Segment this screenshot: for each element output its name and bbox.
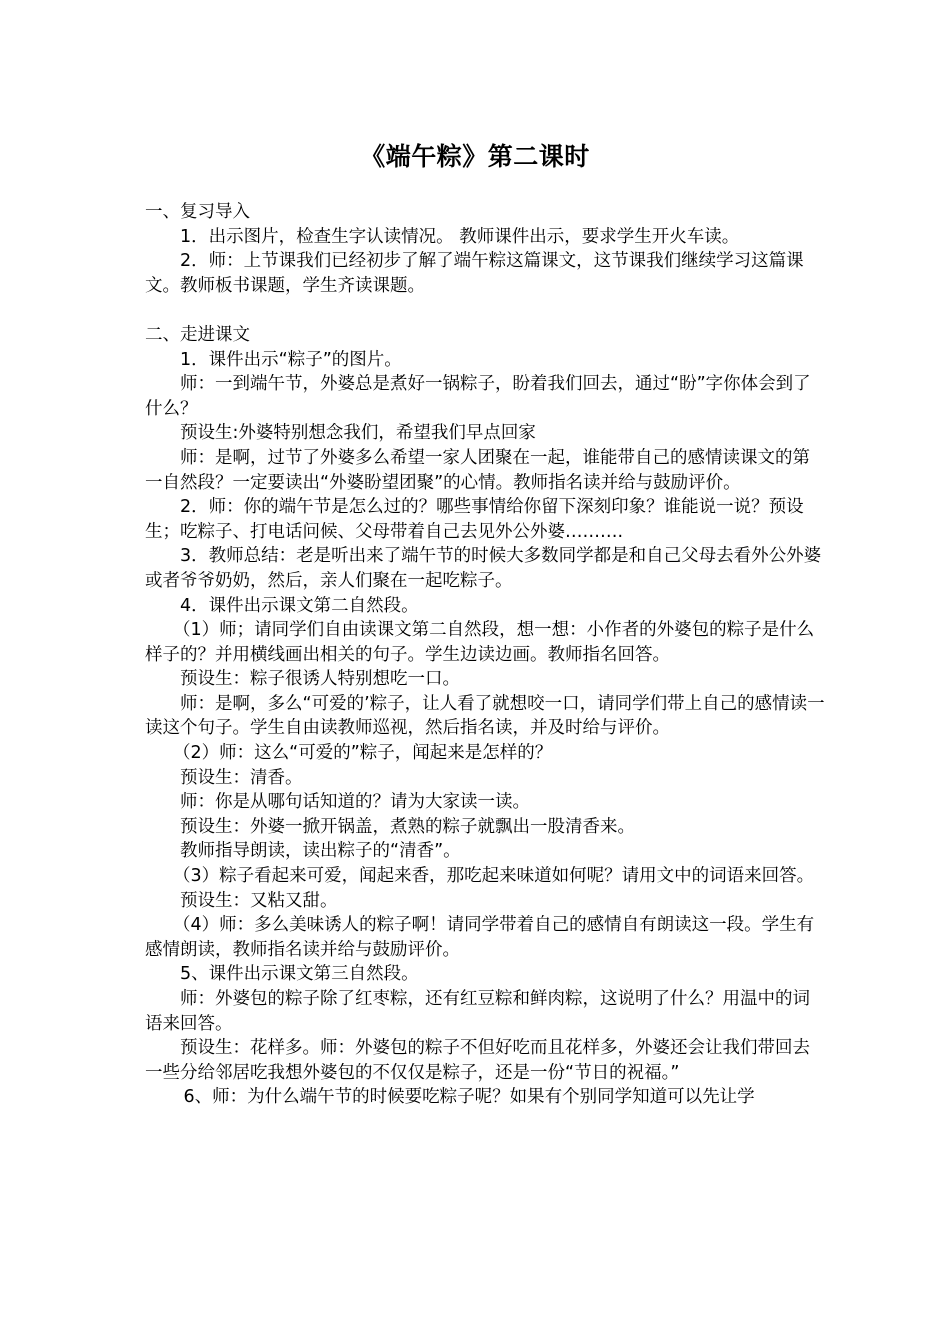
paragraph: 师：一到端午节，外婆总是煮好一锅粽子，盼着我们回去，通过“盼”字你体会到了什么？ — [145, 374, 811, 419]
paragraph: 2．师：上节课我们已经初步了解了端午粽这篇课文，这节课我们继续学习这篇课文。教师板书课题，学生齐读课题。 — [145, 251, 804, 296]
paragraph: 预设生：外婆一掀开锅盖，煮熟的粽子就飘出一股清香来。 — [180, 816, 635, 837]
paragraph: 师：外婆包的粽子除了红枣粽，还有红豆粽和鲜肉粽，这说明了什么？用温中的词语来回答。 — [145, 989, 810, 1034]
paragraph: 教师指导朗读，读出粽子的“清香”。 — [180, 841, 461, 862]
paragraph: （3）粽子看起来可爱，闻起来香，那吃起来味道如何呢？请用文中的词语来回答。 — [173, 866, 815, 887]
paragraph: 师：是啊，过节了外婆多么希望一家人团聚在一起，谁能带自己的感情读课文的第一自然段？一定要读出“外婆盼望团聚”的心情。教师指名读并给与鼓励评价。 — [145, 447, 810, 493]
paragraph: 预设生：又粘又甜。 — [180, 890, 338, 911]
paragraph: 预设生:外婆特别想念我们，希望我们早点回家 — [180, 423, 536, 444]
paragraph: 6、师：为什么端午节的时候要吃粽子呢？如果有个别同学知道可以先让学 — [183, 1087, 755, 1108]
paragraph: 师：是啊，多么“可爱的’粽子，让人看了就想咬一口，请同学们带上自己的感情读一读这个句子。学生自由读教师巡视，然后指名读，并及时给与评价。 — [145, 693, 825, 739]
section-heading-text: 二、走进课文 — [145, 324, 250, 345]
paragraph: （1）师；请同学们自由读课文第二自然段，想一想：小作者的外婆包的粽子是什么样子的？并用横线画出相关的句子。学生边读边画。教师指名回答。 — [145, 620, 815, 665]
paragraph: 预设生：清香。 — [180, 767, 303, 788]
paragraph: （2）师：这么“可爱的”粽子，闻起来是怎样的？ — [173, 743, 553, 764]
spacer — [145, 298, 825, 323]
document-title: 《端午粽》第二课时 — [360, 142, 590, 171]
paragraph: 1．课件出示“粽子”的图片。 — [180, 349, 402, 370]
paragraph: 师：你是从哪句话知道的？请为大家读一读。 — [180, 792, 530, 813]
paragraph: 2．师：你的端午节是怎么过的？哪些事情给你留下深刻印象？谁能说一说？预设生；吃粽子、打电话问候、父母带着自己去见外公外婆………. — [145, 497, 804, 542]
document-body — [145, 200, 825, 1110]
section-heading-review: 一、复习导入 — [145, 202, 250, 222]
paragraph: 预设生：粽子很诱人特别想吃一口。 — [180, 669, 460, 690]
paragraph: 1．出示图片，检查生字认读情况。 教师课件出示，要求学生开火车读。 — [180, 226, 740, 247]
paragraph: 4．课件出示课文第二自然段。 — [180, 595, 419, 616]
paragraph: 5、课件出示课文第三自然段。 — [180, 964, 419, 985]
paragraph: 预设生：花样多。师：外婆包的粽子不但好吃而且花样多，外婆还会让我们带回去一些分给邻居吃我想外婆包的不仅仅是粽子，还是一份“节日的祝福。” — [145, 1038, 810, 1083]
paragraph: 3．教师总结：老是听出来了端午节的时候大多数同学都是和自己父母去看外公外婆或者爷爷奶奶，然后，亲人们聚在一起吃粽子。 — [145, 546, 822, 591]
paragraph: （4）师：多么美味诱人的粽子啊！请同学带着自己的感情自有朗读这一段。学生有感情朗读，教师指名读并给与鼓励评价。 — [145, 915, 815, 960]
